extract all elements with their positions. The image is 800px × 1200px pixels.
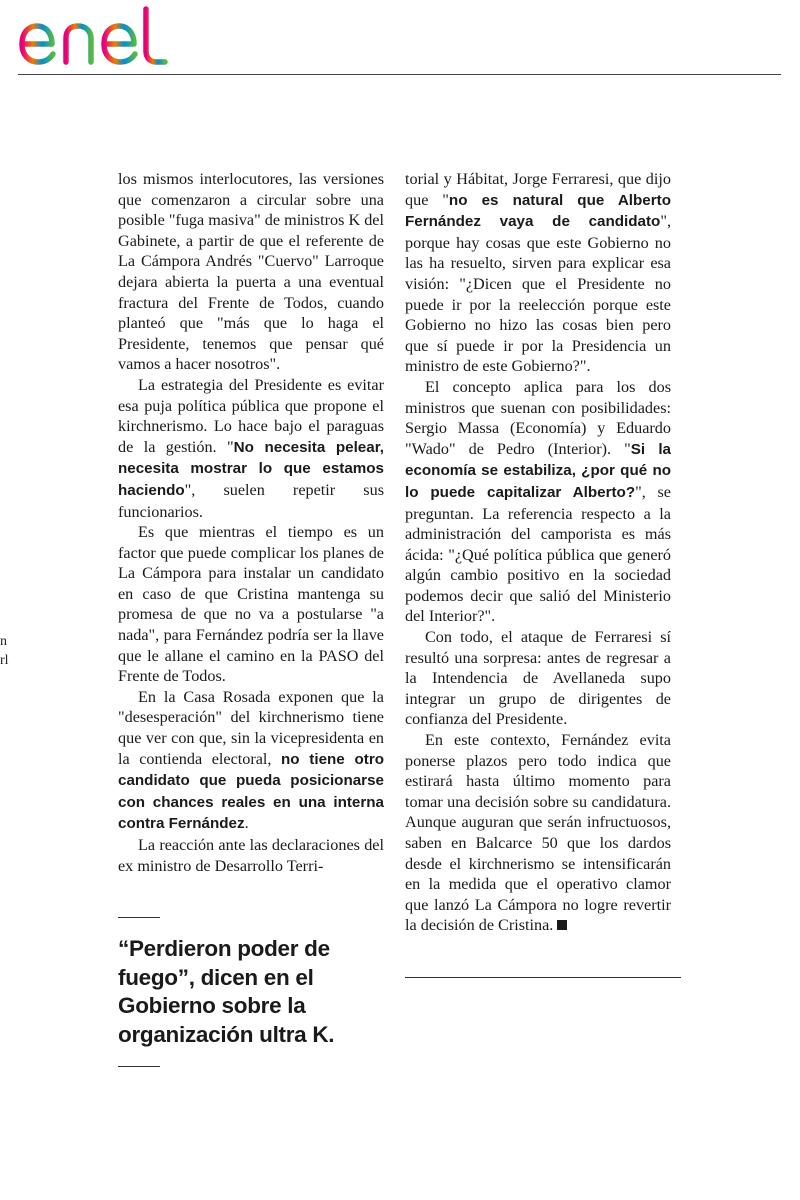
enel-logo-icon [18,4,183,68]
highlighted-quote: Si la economía se estabiliza, ¿por qué no lo puede capitalizar Alberto? [405,440,671,501]
highlighted-quote: No necesita pelear, necesita mostrar lo que estamos haciendo [118,438,384,499]
paragraph-text: ", se preguntan. La referencia respecto a la administración del camporista es más ácida: "¿Qué política pública que generó algún cambio positivo en la sociedad podemos decir que salió del Ministerio del Interior?". [405,482,671,626]
highlighted-quote: no es natural que Alberto Fernández vaya de candidato [405,191,672,231]
article-paragraph [118,687,384,835]
pull-quote-rule-top [118,917,160,918]
margin-fragment: n [0,634,7,649]
article-paragraph [405,169,671,377]
paragraph-text: ", suelen repetir sus funcionarios. [118,480,384,521]
paragraph-text: torial y Hábitat, Jorge Ferraresi, que dijo que " [405,170,671,209]
paragraph-text: En este contexto, Fernández evita ponerse plazos pero todo indica que estirará hasta último momento para tomar una decisión sobre su candidatura. Aunque auguran que serán infructuosos, saben en Balcarce 50 que los dardos desde el kirchnerismo se intensificarán en la medida que el operativo clamor que lanzó La Cámpora no logre revertir la decisión de Cristina. [405,731,671,935]
article-paragraph [405,730,671,936]
paragraph-text: La estrategia del Presidente es evitar esa puja política pública que propone el kirchnerismo. Lo hace bajo el paraguas de la gestión. " [118,375,384,456]
margin-fragment: rl [0,653,9,668]
article-paragraph [405,627,671,730]
article-paragraph [405,377,671,627]
paragraph-text: los mismos interlocutores, las versiones que comenzaron a circular sobre una posible "fuga masiva" de ministros K del Gabinete, a partir de que el referente de La Cámpora Andrés "Cuervo" Larroque dejara abierta la puerta a una eventual fractura del Frente de Todos, cuando planteó que "más que lo haga el Presidente, tenemos que pensar qué vamos a hacer nosotros". [118,170,384,374]
article-paragraph [118,375,384,522]
enel-logo [18,4,183,68]
pull-quote-rule-bottom [118,1066,160,1067]
paragraph-text: El concepto aplica para los dos ministros que suenan con posibilidades: Sergio Massa (Economía) y Eduardo "Wado" de Pedro (Interior). " [405,377,671,458]
paragraph-text: Es que mientras el tiempo es un factor que puede complicar los planes de La Cámpora para instalar un candidato en caso de que Cristina mantenga su promesa de que no va a postularse "a nada", para Fernández podría ser la llave que le allane el camino en la PASO del Frente de Todos. [118,523,384,686]
header-divider [18,74,781,75]
highlighted-quote: no tiene otro candidato que pueda posicionarse con chances reales en una interna contra Fernández [118,750,385,833]
paragraph-text: La reacción ante las declaraciones del ex ministro de Desarrollo Terri- [118,836,384,875]
article-column-right [405,169,671,936]
end-of-article-mark [557,920,567,930]
article-paragraph [118,835,384,876]
paragraph-text: En la Casa Rosada exponen que la "desesperación" del kirchnerismo tiene que ver con que, sin la vicepresidenta en la contienda electoral, [118,687,384,768]
column-end-rule [405,977,681,978]
article-paragraph [118,169,384,375]
paragraph-text: ", porque hay cosas que este Gobierno no las ha resuelto, sirven para explicar esa visión: "¿Dicen que el Presidente no puede ir por la reelección porque este Gobierno no hizo las cosas bien pero que sí puede ir por la Presidencia un ministro de este Gobierno?". [405,212,671,376]
article-paragraph [118,522,384,687]
article-column-left [118,169,384,876]
paragraph-text: . [244,814,249,833]
paragraph-text: Con todo, el ataque de Ferraresi sí resultó una sorpresa: antes de regresar a la Intendencia de Avellaneda supo integrar un grupo de dirigentes de confianza del Presidente. [405,628,671,729]
pull-quote: “Perdieron poder de fuego”, dicen en el Gobierno sobre la organización ultra K. [118,936,335,1047]
